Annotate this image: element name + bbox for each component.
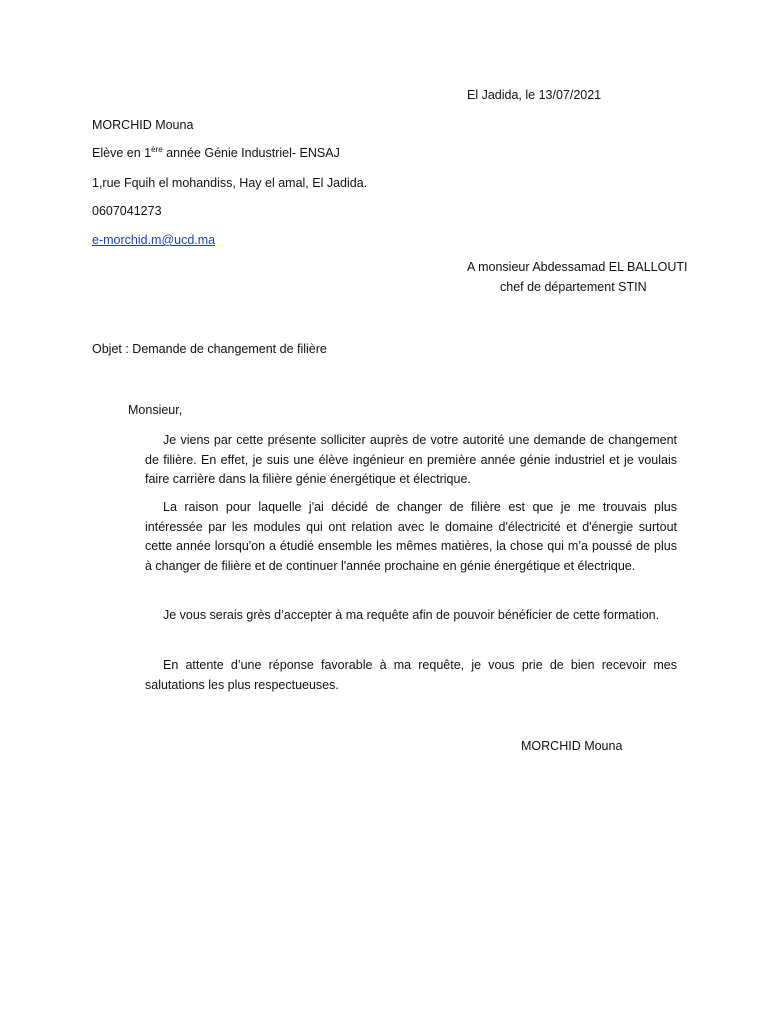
body-paragraph-4 — [145, 656, 677, 695]
signature-name: MORCHID Mouna — [521, 739, 623, 753]
paragraph-text: En attente d’une réponse favorable à ma requête, je vous prie de bien recevoir mes salutations les plus respectueuses. — [145, 658, 677, 692]
paragraph-text: Je vous serais grès d’accepter à ma requête afin de pouvoir bénéficier de cette formation. — [163, 608, 660, 622]
place-date: El Jadida, le 13/07/2021 — [467, 88, 602, 102]
sender-phone: 0607041273 — [92, 204, 162, 218]
paragraph-text: La raison pour laquelle j'ai décidé de changer de filière est que je me trouvais plus intéressée par les modules qui ont relation avec le domaine d'électricité et d'énergie surtout cette année lorsqu'on a étudié ensemble les mêmes matières, la chose qui m’a poussé de plus à changer de filière et de continuer l'année prochaine en génie énergétique et électrique. — [145, 500, 677, 573]
body-paragraph-1 — [145, 431, 677, 490]
sender-status-sup: ère — [151, 145, 163, 154]
subject-line: Objet : Demande de changement de filière — [92, 342, 327, 356]
salutation: Monsieur, — [128, 403, 183, 417]
recipient-line-1: A monsieur Abdessamad EL BALLOUTI — [467, 260, 688, 274]
sender-name: MORCHID Mouna — [92, 118, 194, 132]
sender-address: 1,rue Fquih el mohandiss, Hay el amal, El Jadida. — [92, 176, 368, 190]
recipient-line-2: chef de département STIN — [500, 280, 647, 294]
sender-status — [92, 145, 340, 161]
sender-status-suffix: année Génie Industriel- ENSAJ — [162, 146, 340, 160]
sender-status-prefix: Elève en 1 — [92, 146, 152, 160]
body-paragraph-3 — [145, 606, 677, 626]
paragraph-text: Je viens par cette présente solliciter auprès de votre autorité une demande de changement de filière. En effet, je suis une élève ingénieur en première année génie industriel et je voulais faire carrière dans la filière génie énergétique et électrique. — [145, 433, 677, 486]
sender-email-link[interactable]: e-morchid.m@ucd.ma — [92, 233, 216, 247]
body-paragraph-2 — [145, 498, 677, 576]
